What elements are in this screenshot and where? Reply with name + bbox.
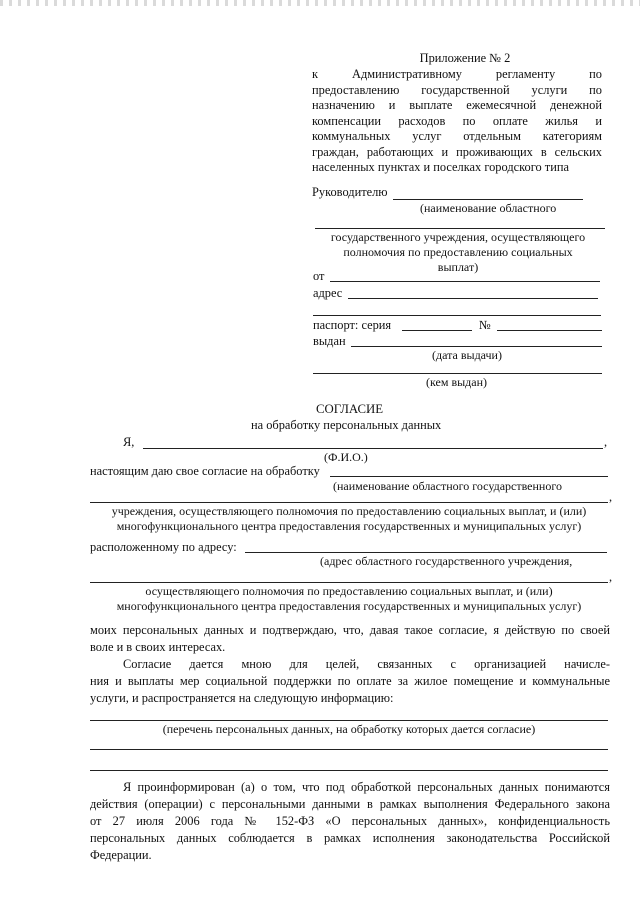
i-label: Я, [123, 435, 135, 449]
appendix-line: граждан, работающих и проживающих в сельских [312, 144, 602, 159]
para3-line: от 27 июля 2006 года № 152-ФЗ «О персональных данных», конфиденциальность [90, 814, 610, 828]
para2-line: Согласие дается мною для целей, связанных с организацией начисле- [123, 657, 610, 671]
institution-caption [312, 230, 604, 275]
appendix-title: Приложение № 2 [419, 51, 511, 65]
org-field[interactable] [330, 476, 608, 477]
address-label: адрес [313, 286, 343, 300]
data-list-field[interactable] [90, 720, 608, 721]
data-list-caption: (перечень персональных данных, на обработку которых дается согласие) [162, 722, 536, 736]
data-list-field-2[interactable] [90, 749, 608, 750]
para3-line: действия (операции) с персональными данными в рамках выполнения Федерального закона [90, 797, 610, 811]
comma: , [604, 435, 608, 449]
para2-line: ния и выплаты мер социальной поддержки по оплате за жилое помещение и коммунальные [90, 674, 610, 688]
caption-line: полномочия по предоставлению социальных [343, 245, 573, 259]
caption-line: осуществляющего полномочия по предоставлению социальных выплат, и (или) [145, 584, 553, 598]
fio-caption: (Ф.И.О.) [324, 450, 368, 464]
passport-number-field[interactable] [497, 330, 602, 331]
appendix-line: к Административному регламенту по [312, 67, 602, 81]
passport-series-field[interactable] [402, 330, 472, 331]
para1-line: воле и в своих интересах. [90, 640, 226, 654]
caption-line: многофункционального центра предоставления государственных и муниципальных услуг) [116, 519, 582, 533]
caption-line: многофункционального центра предоставления государственных и муниципальных услуг) [116, 599, 582, 613]
from-field[interactable] [330, 281, 600, 282]
consent-text: настоящим даю свое согласие на обработку [90, 464, 320, 478]
para2-line: услуги, и распространяется на следующую информацию: [90, 691, 394, 705]
director-field[interactable] [393, 199, 583, 200]
passport-number-label: № [479, 318, 491, 332]
consent-title: СОГЛАСИЕ [316, 402, 384, 416]
para3-line: Федерации. [90, 848, 152, 862]
para1-line: моих персональных данных и подтверждаю, что, давая такое согласие, я действую по своей [90, 623, 610, 637]
located-label: расположенному по адресу: [90, 540, 237, 554]
passport-label: паспорт: серия [313, 318, 392, 332]
data-list-field-3[interactable] [90, 770, 608, 771]
org-address-field-2[interactable] [90, 582, 608, 583]
appendix-line: населенных пунктах и поселках городского типа [312, 160, 569, 174]
institution-field[interactable] [315, 228, 605, 229]
consent-subtitle: на обработку персональных данных [251, 418, 442, 432]
org-field-2[interactable] [90, 502, 608, 503]
issued-by-caption: (кем выдан) [426, 375, 488, 389]
address-caption-block [90, 584, 608, 614]
caption-line: выплат) [437, 260, 479, 274]
director-caption: (наименование областного [420, 201, 557, 215]
comma: , [609, 570, 613, 584]
appendix-line: предоставлению государственной услуги по [312, 82, 602, 97]
scan-artifact [0, 0, 640, 6]
issued-by-field[interactable] [313, 373, 602, 374]
director-label: Руководителю [312, 185, 388, 199]
appendix-reference [312, 67, 602, 176]
address-caption: (адрес областного государственного учреждения, [320, 554, 573, 568]
caption-line: государственного учреждения, осуществляющего [330, 230, 586, 244]
comma: , [609, 490, 613, 504]
org-address-field[interactable] [245, 552, 607, 553]
appendix-line: компенсации расходов по оплате жилья и [312, 113, 602, 128]
from-label: от [313, 269, 325, 283]
issue-date-caption: (дата выдачи) [432, 348, 502, 362]
org-caption-block [90, 504, 608, 534]
issued-label: выдан [313, 334, 346, 348]
appendix-line: назначению и выплате ежемесячной денежной [312, 98, 602, 112]
org-caption: (наименование областного государственного [333, 479, 562, 493]
address-field[interactable] [348, 298, 598, 299]
issued-field[interactable] [351, 346, 602, 347]
address-field-2[interactable] [313, 315, 601, 316]
appendix-line: коммунальных услуг отдельным категориям [312, 129, 602, 143]
para3-line: Я проинформирован (а) о том, что под обработкой персональных данных понимаются [123, 780, 610, 794]
fio-field[interactable] [143, 448, 603, 449]
caption-line: учреждения, осуществляющего полномочия по предоставлению социальных выплат, и (или) [111, 504, 587, 518]
para3-line: персональных данных соблюдается в рамках исполнения законодательства Российской [90, 831, 610, 845]
